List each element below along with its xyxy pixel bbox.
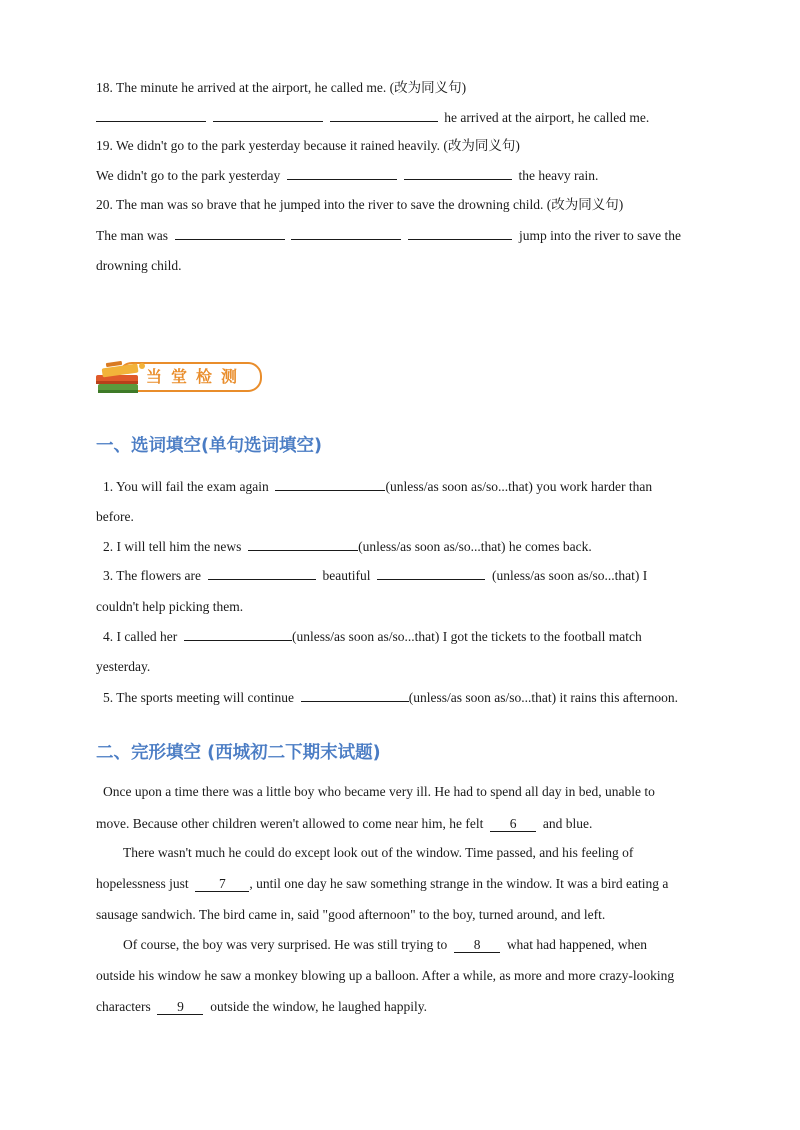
- answer-blank[interactable]: [208, 566, 316, 580]
- item-text: I will tell him the news: [116, 539, 242, 554]
- section-banner: [94, 356, 264, 398]
- answer-text: We didn't go to the park yesterday: [96, 168, 281, 183]
- cloze-blank-8[interactable]: 8: [454, 938, 500, 953]
- item-text: The sports meeting will continue: [116, 690, 294, 705]
- paragraph-text: what had happened, when: [506, 937, 648, 952]
- answer-19: [96, 166, 598, 185]
- item-text: I got the tickets to the football match: [442, 629, 642, 644]
- answer-18: [96, 108, 649, 127]
- paragraph-text: hopelessness just: [96, 876, 189, 891]
- list-item-continued: couldn't help picking them.: [96, 599, 244, 614]
- answer-text: the heavy rain.: [518, 168, 599, 183]
- banner-title: 当堂检测: [146, 367, 247, 386]
- paragraph-line: outside his window he saw a monkey blowing up a balloon. After a while, as more and more crazy-looking: [96, 968, 675, 983]
- books-icon: [94, 356, 150, 398]
- paragraph-line: sausage sandwich. The bird came in, said "good afternoon" to the boy, turned around, and left.: [96, 907, 606, 922]
- paragraph-line: There wasn't much he could do except look out of the window. Time passed, and his feeling of: [123, 845, 634, 860]
- answer-text: jump into the river to save the: [518, 228, 681, 243]
- cloze-blank-7[interactable]: 7: [195, 877, 249, 892]
- paragraph-line: [123, 936, 647, 954]
- cloze-blank-6[interactable]: 6: [490, 817, 536, 832]
- list-item: [103, 627, 642, 646]
- paragraph-text: , until one day he saw something strange in the window. It was a bird eating a: [249, 876, 669, 891]
- paragraph-text: move. Because other children weren't allowed to come near him, he felt: [96, 816, 484, 831]
- word-options: (unless/as soon as/so...that): [291, 629, 440, 644]
- answer-blank[interactable]: [408, 226, 512, 240]
- answer-blank[interactable]: [377, 566, 485, 580]
- answer-blank[interactable]: [291, 226, 401, 240]
- section-1-heading: 一、选词填空(单句选词填空): [96, 436, 322, 456]
- answer-blank[interactable]: [404, 166, 512, 180]
- paragraph-text: Of course, the boy was very surprised. He was still trying to: [123, 937, 448, 952]
- answer-blank[interactable]: [96, 108, 206, 122]
- answer-20-continued: drowning child.: [96, 258, 182, 273]
- list-item: [103, 688, 678, 707]
- item-number: 1.: [103, 479, 114, 494]
- list-item-continued: before.: [96, 509, 134, 524]
- item-number: 5.: [103, 690, 114, 705]
- answer-blank[interactable]: [301, 688, 409, 702]
- item-number: 4.: [103, 629, 114, 644]
- paragraph-line: [96, 815, 592, 833]
- item-number: 3.: [103, 568, 114, 583]
- item-text: beautiful: [322, 568, 371, 583]
- list-item: [103, 566, 647, 585]
- paragraph-text: and blue.: [542, 816, 593, 831]
- question-20: 20. The man was so brave that he jumped into the river to save the drowning child. (改为同义句): [96, 197, 624, 212]
- word-options: (unless/as soon as/so...that): [385, 479, 533, 494]
- paragraph-text: outside the window, he laughed happily.: [210, 999, 428, 1014]
- cloze-blank-9[interactable]: 9: [157, 1000, 203, 1015]
- list-item: [103, 537, 592, 556]
- word-options: (unless/as soon as/so...that): [358, 539, 506, 554]
- word-options: (unless/as soon as/so...that): [491, 568, 640, 583]
- item-text: it rains this afternoon.: [559, 690, 678, 705]
- list-item: [103, 477, 652, 496]
- answer-20: [96, 226, 681, 245]
- answer-blank[interactable]: [184, 627, 292, 641]
- list-item-continued: yesterday.: [96, 659, 151, 674]
- answer-blank[interactable]: [248, 537, 358, 551]
- section-2-heading: 二、完形填空 (西城初二下期末试题): [96, 743, 381, 763]
- answer-text: he arrived at the airport, he called me.: [444, 110, 650, 125]
- paragraph-line: Once upon a time there was a little boy who became very ill. He had to spend all day in bed, unable to: [103, 784, 655, 799]
- item-text: I: [642, 568, 648, 583]
- answer-blank[interactable]: [213, 108, 323, 122]
- paragraph-line: [96, 998, 427, 1016]
- word-options: (unless/as soon as/so...that): [408, 690, 557, 705]
- answer-blank[interactable]: [275, 477, 385, 491]
- question-18: 18. The minute he arrived at the airport, he called me. (改为同义句): [96, 80, 467, 95]
- answer-blank[interactable]: [287, 166, 397, 180]
- question-19: 19. We didn't go to the park yesterday because it rained heavily. (改为同义句): [96, 138, 520, 153]
- paragraph-text: characters: [96, 999, 151, 1014]
- item-text: The flowers are: [116, 568, 201, 583]
- item-text: he comes back.: [508, 539, 592, 554]
- item-number: 2.: [103, 539, 114, 554]
- answer-blank[interactable]: [175, 226, 285, 240]
- item-text: You will fail the exam again: [116, 479, 269, 494]
- item-text: you work harder than: [536, 479, 653, 494]
- paragraph-line: [96, 875, 668, 893]
- answer-text: The man was: [96, 228, 168, 243]
- item-text: I called her: [116, 629, 178, 644]
- answer-blank[interactable]: [330, 108, 438, 122]
